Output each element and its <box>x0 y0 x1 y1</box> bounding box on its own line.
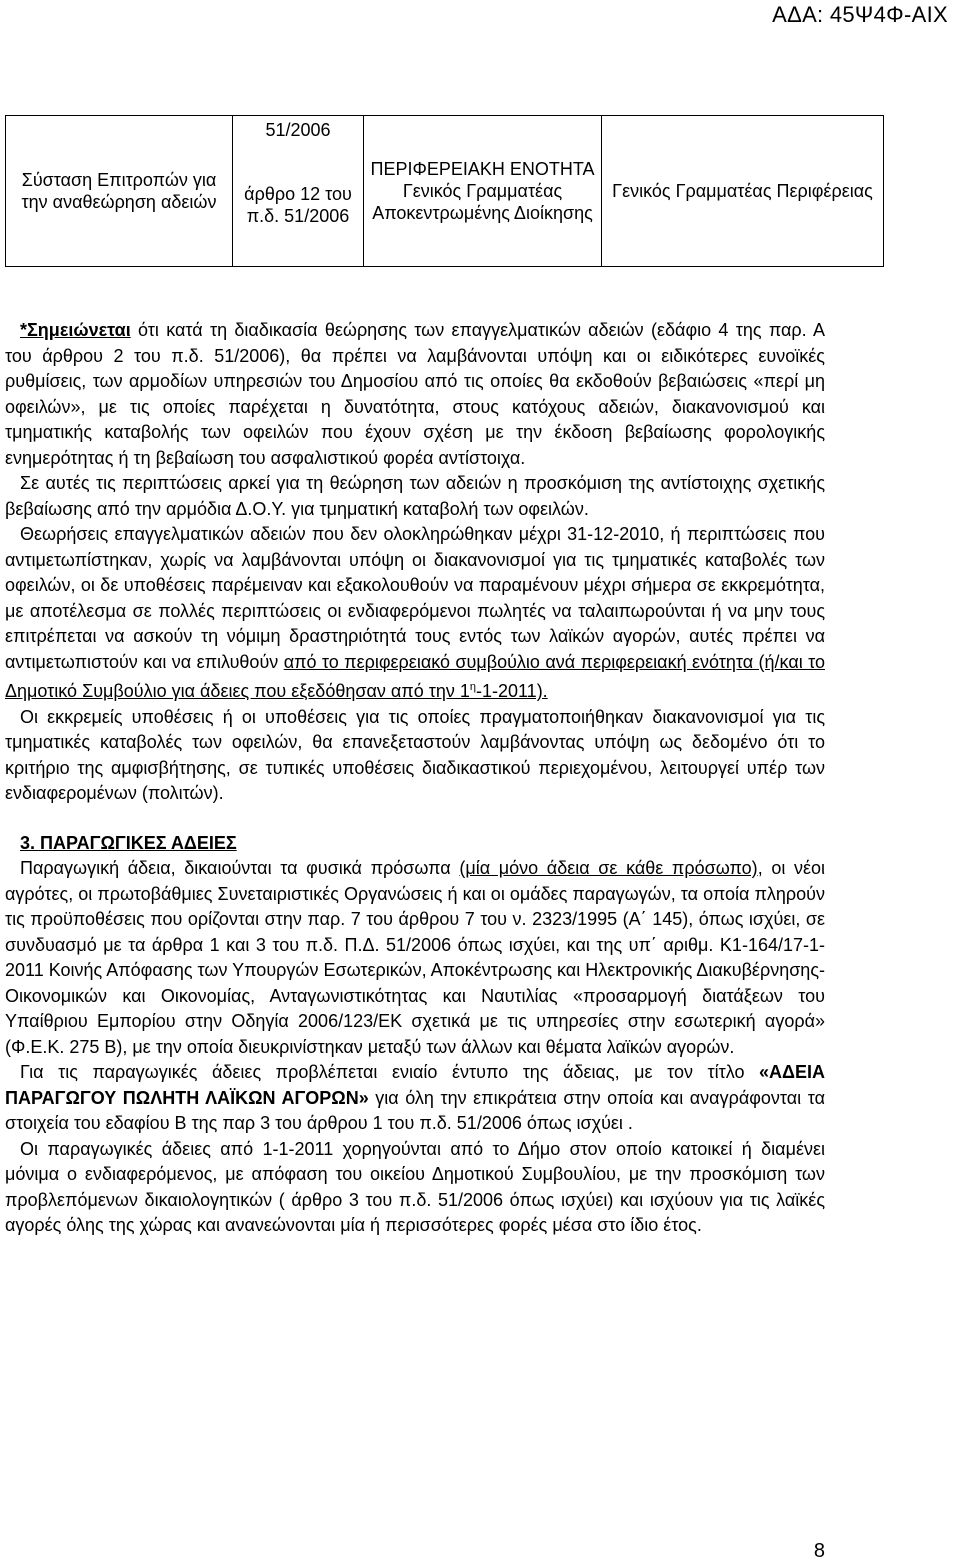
table-row <box>6 116 884 267</box>
paragraph-5-b: , οι νέοι αγρότες, οι πρωτοβάθμιες Συνεταιριστικές Οργανώσεις ή και οι ομάδες παραγωγών, τα οποία πληρούν τις προϋποθέσεις που ορίζονται στην παρ. 7 του άρθρου 7 του ν. 2323/1995 (Α΄ 145), όπως ισχύει, σε συνδυασμό με τα άρθρα 1 και 3 του π.δ. Π.Δ. 51/2006 όπως ισχύει, και της υπ΄ αριθμ. Κ1-164/17-1-2011 Κοινής Απόφασης των Υπουργών Εσωτερικών, Αποκέντρωσης και Ηλεκτρονικής Διακυβέρνησης-Οικονομικών και Οικονομίας, Ανταγωνιστικότητας και Ναυτιλίας «προσαρμογή διατάξεων του Υπαίθριου Εμπορίου στην Οδηγία 2006/123/ΕΚ σχετικά με τις υπηρεσίες στην εσωτερική αγορά» (Φ.Ε.Κ. 275 Β), με την οποία διευκρινίστηκαν μεταξύ των άλλων και θέματα λαϊκών αγορών. <box>5 858 826 1057</box>
page-number: 8 <box>813 1540 825 1562</box>
paragraph-3-text: Θεωρήσεις επαγγελματικών αδειών που δεν ολοκληρώθηκαν μέχρι 31-12-2010, ή περιπτώσεις που αντιμετωπίστηκαν, χωρίς να λαμβάνονται υπόψη οι διακανονισμοί για τις τμηματικές καταβολές των οφειλών, οι δε υποθέσεις παρέμειναν και εξακολουθούν να παραμένουν μέχρι σήμερα σε εκκρεμότητα, με αποτέλεσμα σε πολλές περιπτώσεις οι ενδιαφερόμενοι πωλητές να ταλαιπωρούνται ή να μην τους επιτρέπεται να ασκούν τη νόμιμη δραστηριότητά τους εντός των λαϊκών αγορών, αυτές πρέπει να αντιμετωπιστούν και να επιλυθούν <box>5 524 825 672</box>
paragraph-3-underlined-text: από το περιφερειακό συμβούλιο ανά περιφερειακή ενότητα (ή/και το Δημοτικό Συμβούλιο για άδειες που εξεδόθησαν από την 1 <box>5 651 825 701</box>
document-body <box>5 318 825 1239</box>
ada-code: ΑΔΑ: 45Ψ4Φ-ΑΙΧ <box>772 2 948 27</box>
superscript: η <box>469 681 476 693</box>
paragraph-3-underlined-end: -1-2011). <box>475 681 548 701</box>
legal-basis-bottom: άρθρο 12 του π.δ. 51/2006 <box>244 184 352 226</box>
paragraph-7: Οι παραγωγικές άδειες από 1-1-2011 χορηγούνται από το Δήμο στον οποίο κατοικεί ή διαμένει μόνιμα ο ενδιαφερόμενος, με απόφαση του οικείου Δημοτικού Συμβουλίου, με την προσκόμιση των προβλεπόμενων δικαιολογητικών ( άρθρο 3 του π.δ. 51/2006 όπως ισχύει) και ισχύουν για τις λαϊκές αγορές όλης της χώρας και ανανεώνονται μία ή περισσότερες φορές μέσα στο ίδιο έτος. <box>5 1138 825 1235</box>
legal-basis-top: 51/2006 <box>265 120 331 140</box>
paragraph-6-b: για όλη την επικράτεια στην οποία και αναγράφονται τα στοιχεία του εδαφίου Β της παρ 3 του άρθρου 1 του π.δ. 51/2006 όπως ισχύει . <box>5 1087 825 1133</box>
paragraph-2: Σε αυτές τις περιπτώσεις αρκεί για τη θεώρηση των αδειών η προσκόμιση της αντίστοιχης σχετικής βεβαίωσης από την αρμόδια Δ.Ο.Υ. για τμηματική καταβολή των οφειλών. <box>5 473 825 519</box>
paragraph-6-a: Για τις παραγωγικές άδειες προβλέπεται ενιαίο έντυπο της άδειας, με τον τίτλο <box>20 1062 760 1082</box>
paragraph-5-a: Παραγωγική άδεια, δικαιούνται τα φυσικά πρόσωπα <box>20 858 460 878</box>
table-cell-legal-basis <box>233 116 364 267</box>
section-heading: 3. ΠΑΡΑΓΩΓΙΚΕΣ ΑΔΕΙΕΣ <box>20 832 237 853</box>
table-cell-authority: ΠΕΡΙΦΕΡΕΙΑΚΗ ΕΝΟΤΗΤΑ Γενικός Γραμματέας Αποκεντρωμένης Διοίκησης <box>364 116 602 267</box>
paragraph-5-underlined: (μία μόνο άδεια σε κάθε πρόσωπο) <box>459 858 758 878</box>
table-cell-approver: Γενικός Γραμματέας Περιφέρειας <box>602 116 884 267</box>
note-label: *Σημειώνεται <box>20 320 131 340</box>
info-table <box>5 115 884 267</box>
paragraph-6 <box>5 1060 825 1137</box>
note-paragraph <box>5 318 825 471</box>
paragraph-4: Οι εκκρεμείς υποθέσεις ή οι υποθέσεις για τις οποίες πραγματοποιήθηκαν διακανονισμοί για τις τμηματικές καταβολές των οφειλών, θα επανεξεταστούν λαμβάνοντας υπόψη ως δεδομένο ότι το κριτήριο της αμφισβήτησης, σε τυπικές υποθέσεις διαδικαστικού περιεχομένου, λειτουργεί υπέρ των ενδιαφερομένων (πολιτών). <box>5 706 825 803</box>
note-text: ότι κατά τη διαδικασία θεώρησης των επαγγελματικών αδειών (εδάφιο 4 της παρ. Α του άρθρου 2 του π.δ. 51/2006), θα πρέπει να λαμβάνονται υπόψη και οι ειδικότερες ευνοϊκές ρυθμίσεις, των αρμοδίων υπηρεσιών του Δημοσίου από τις οποίες θα εκδοθούν βεβαιώσεις «περί μη οφειλών», με τις οποίες παρέχεται η δυνατότητα, στους κατόχους αδειών, διακανονισμού και τμηματικής καταβολής των οφειλών που έχουν σχέση με την έκδοση βεβαίωσης φορολογικής ενημερότητας ή τη βεβαίωση του ασφαλιστικού φορέα αντίστοιχα. <box>5 320 825 468</box>
table-cell-subject: Σύσταση Επιτροπών για την αναθεώρηση αδειών <box>6 116 233 267</box>
paragraph-3 <box>5 522 825 705</box>
paragraph-6-bold: «ΑΔΕΙΑ ΠΑΡΑΓΩΓΟΥ ΠΩΛΗΤΗ ΛΑΪΚΩΝ ΑΓΟΡΩΝ» <box>5 1062 825 1108</box>
paragraph-5 <box>5 856 825 1060</box>
